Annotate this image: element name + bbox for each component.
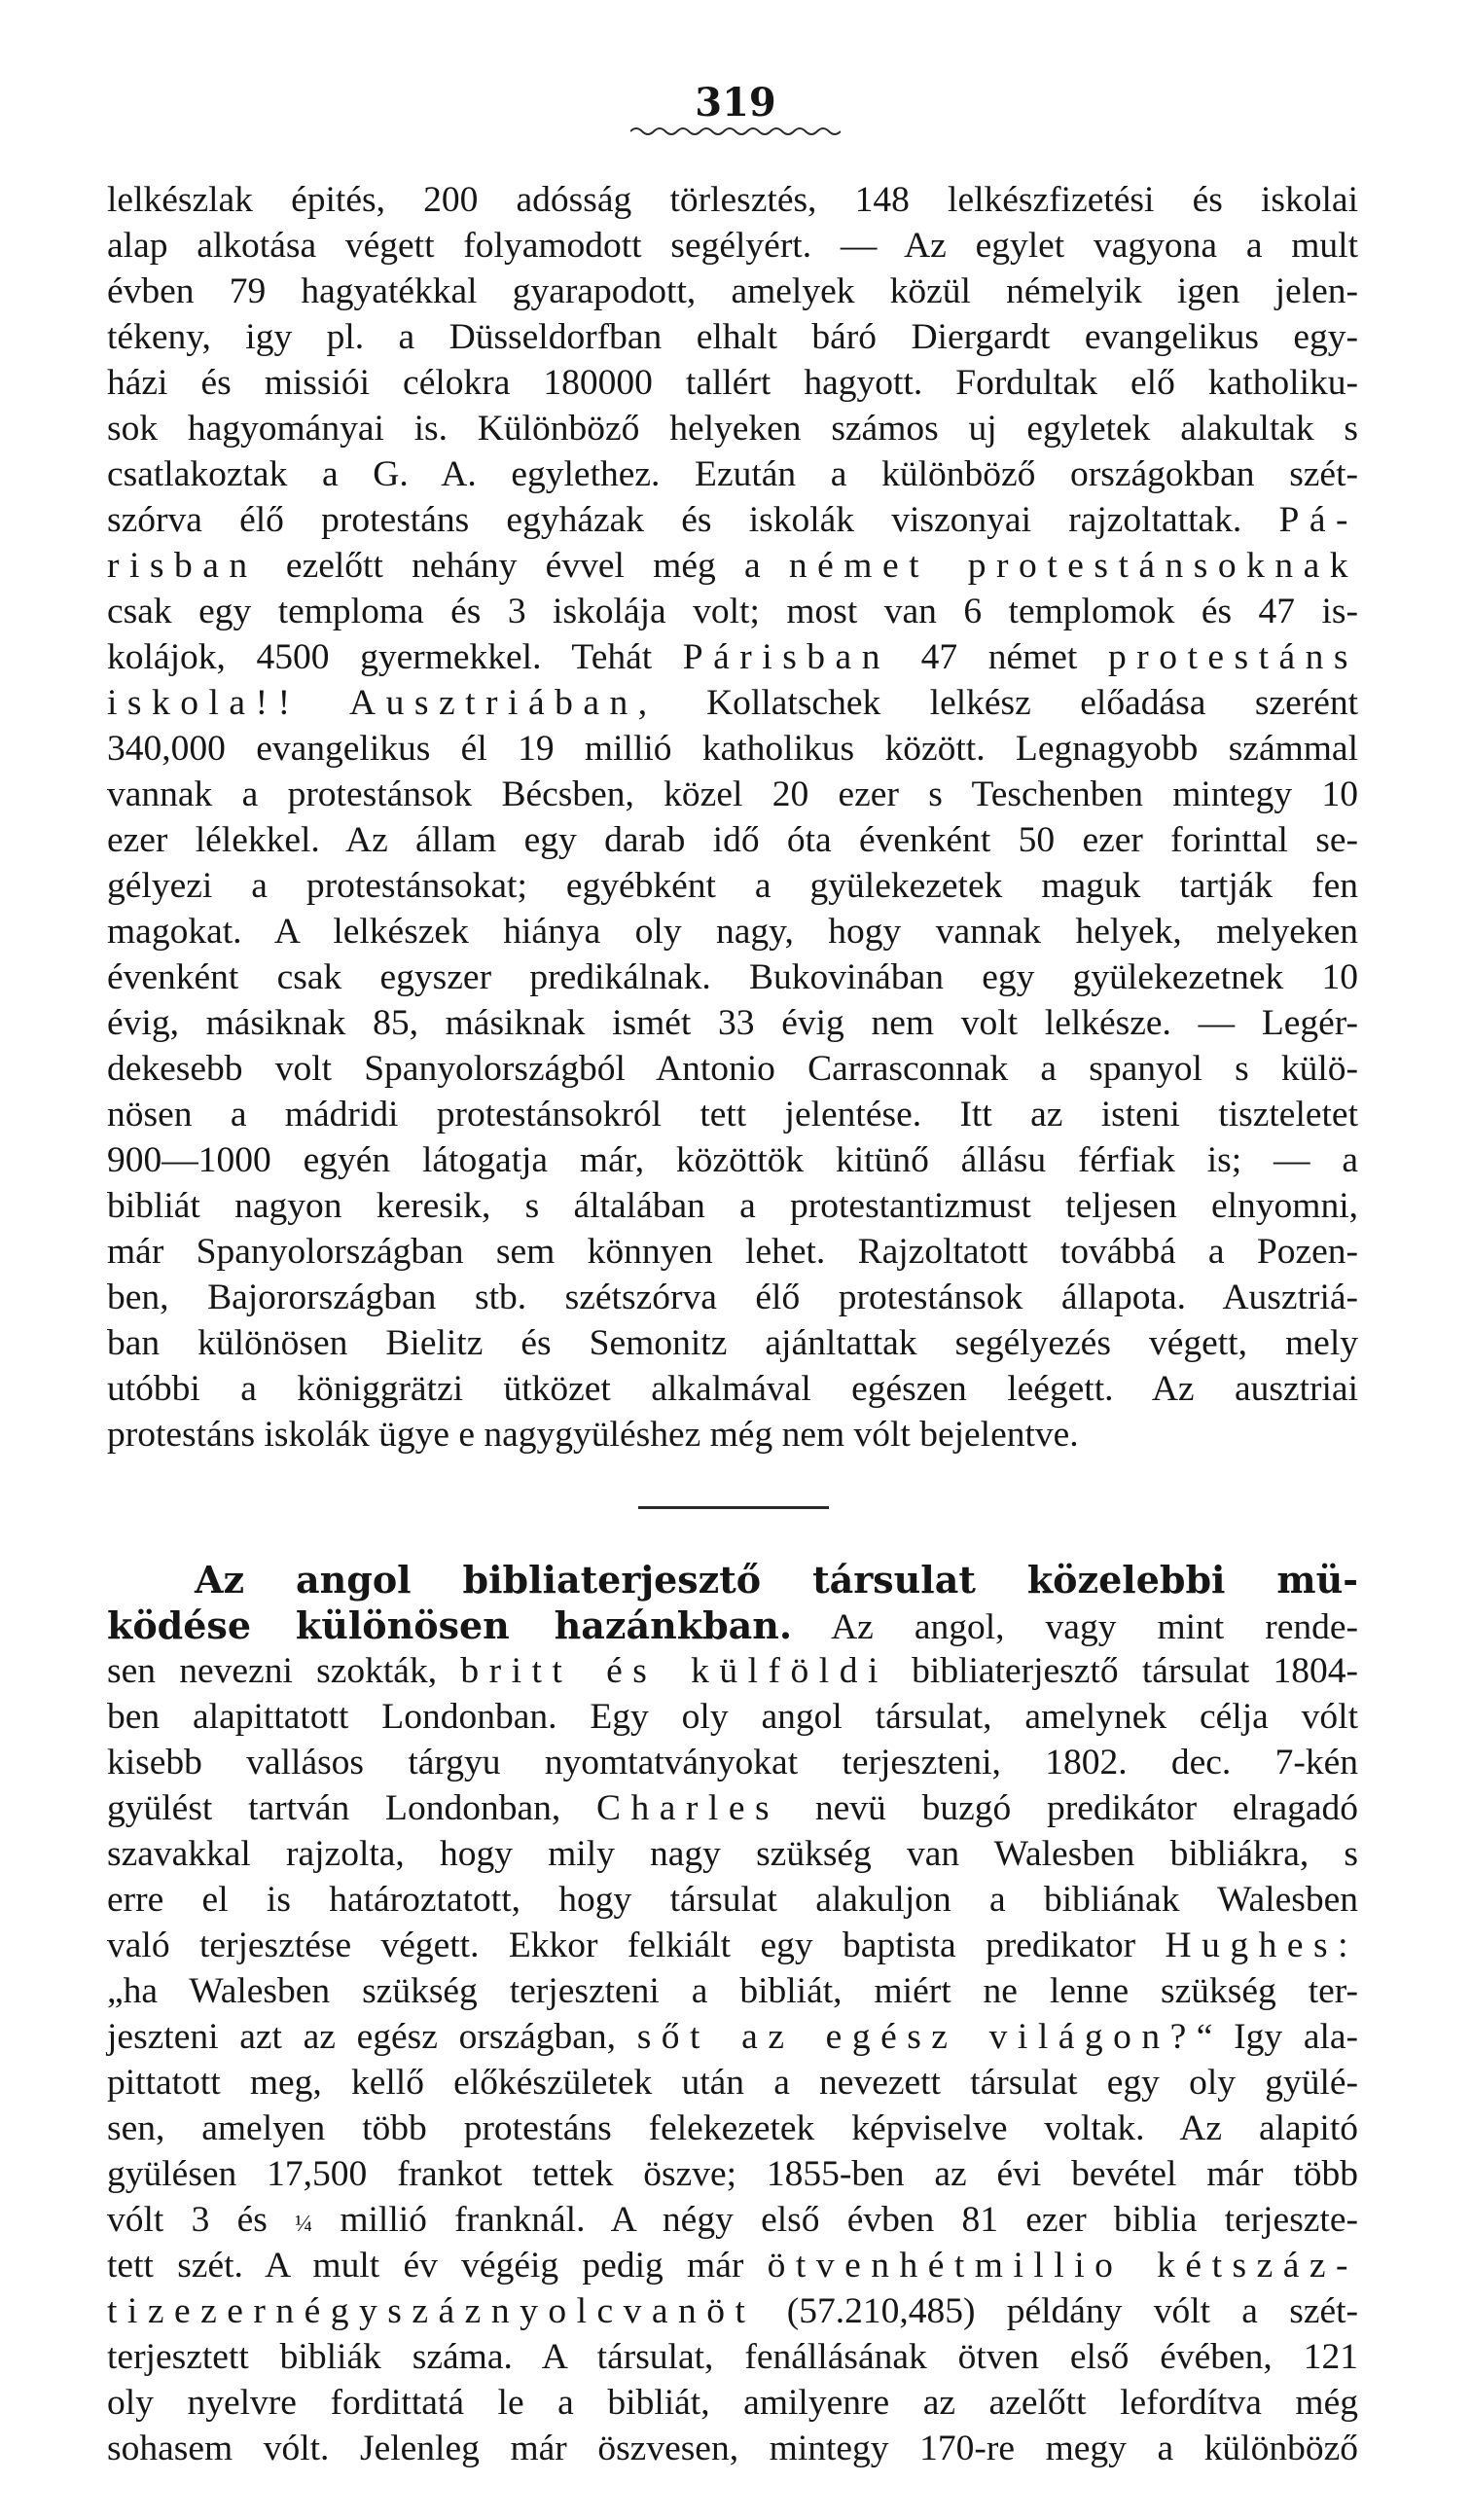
spaced-text: német protestánsoknak [788,546,1358,586]
text-line: lelkészlak épités, 200 adósság törlesztés, 148 lelkészfizetési és iskolai [107,180,1358,220]
text-line: évben 79 hagyatékkal gyarapodott, amelyek közül némelyik igen jelen- [107,271,1358,311]
text-span: “ Igy ala- [1196,2017,1359,2057]
text-line: kisebb vallásos tárgyu nyomtatványokat terjeszteni, 1802. dec. 7-kén [107,1743,1358,1782]
spaced-text: risban [107,546,258,586]
text-line: ban különösen Bielitz és Semonitz ajánltattak segélyezés végett, mely [107,1323,1358,1363]
text-line [107,543,1358,590]
text-line [107,2014,1358,2061]
text-span: 47 német [920,637,1078,677]
text-line: protestáns iskolák ügye e nagygyüléshez még nem vólt bejelentve. [107,1415,1079,1455]
text-line: ben, Bajorországban stb. szétszórva élő protestánsok állapota. Ausztriá- [107,1278,1358,1317]
text-line: erre el is határoztatott, hogy társulat alakuljon a bibliának Walesben [107,1880,1358,1920]
text-span: vólt 3 és [107,2200,268,2240]
text-span: tett szét. A mult év végéig pedig már [107,2246,744,2286]
text-span: Az angol, vagy mint rende- [831,1607,1359,1647]
text-line [107,1785,1358,1832]
text-line: évenként csak egyszer predikálnak. Bukovinában egy gyülekezetnek 10 [107,957,1358,997]
section-heading [195,1557,1358,1603]
page-number: 319 [695,80,776,126]
heading-text: Az angol bibliaterjesztő társulat közelebbi mü- [195,1558,1358,1602]
text-line: sen, amelyen több protestáns felekezetek képviselve voltak. Az alapitó [107,2108,1358,2148]
text-line: ben alapittatott Londonban. Egy oly angol társulat, amelynek célja vólt [107,1697,1358,1737]
text-line: gélyezi a protestánsokat; egyébként a gyülekezetek maguk tartják fen [107,866,1358,906]
text-span: (57.210,485) példány vólt a szét- [786,2291,1359,2331]
text-line: tékeny, igy pl. a Düsseldorfban elhalt báró Diergardt evangelikus egy- [107,317,1358,357]
text-span: való terjesztése végett. Ekkor felkiált egy baptista predikator [107,1926,1136,1965]
text-line [107,497,1358,544]
spaced-text: iskola!! [107,683,301,723]
spaced-text: sőt az egész világon? [636,2017,1197,2057]
ornamental-wave-rule [630,125,841,138]
text-line: már Spanyolországban sem könnyen lehet. Rajzoltatott továbbá a Pozen- [107,1232,1358,1272]
section-divider [638,1506,829,1509]
text-line: ezer lélekkel. Az állam egy darab idő óta évenként 50 ezer forinttal se- [107,820,1358,860]
text-line: szavakkal rajzolta, hogy mily nagy szükség van Walesben bibliákra, s [107,1834,1358,1874]
spaced-text: Párisban [682,637,890,677]
text-line: magokat. A lelkészek hiánya oly nagy, hogy vannak helyek, melyeken [107,912,1358,952]
text-line: pittatott meg, kellő előkészületek után a nevezett társulat egy oly gyülé- [107,2063,1358,2103]
spaced-text: Pá- [1278,500,1358,540]
heading-text: ködése különösen hazánkban. [107,1603,793,1647]
spaced-text: Hughes: [1165,1926,1359,1965]
text-line: „ha Walesben szükség terjeszteni a bibliát, miért ne lenne szükség ter- [107,1971,1358,2011]
text-span: sen nevezni szokták, [107,1651,438,1691]
text-line [107,2288,1358,2335]
spaced-text: britt és külföldi [460,1651,888,1691]
text-line: utóbbi a königgrätzi ütközet alkalmával egészen leégett. Az ausztriai [107,1369,1358,1409]
spaced-text: protestáns [1107,637,1359,677]
text-line [107,2197,1358,2244]
text-line: 340,000 evangelikus él 19 millió katholikus között. Legnagyobb számmal [107,729,1358,769]
text-span: bibliaterjesztő társulat 1804- [912,1651,1359,1691]
spaced-text: Ausztriában, [349,683,658,723]
text-line: vannak a protestánsok Bécsben, közel 20 ezer s Teschenben mintegy 10 [107,774,1358,814]
text-line: dekesebb volt Spanyolországból Antonio Carrasconnak a spanyol s külö- [107,1049,1358,1089]
text-span: jeszteni azt az egész országban, [107,2017,617,2057]
text-line: sok hagyományai is. Különböző helyeken számos uj egyletek alakultak s [107,409,1358,449]
spaced-text: ötvenhétmillio kétszáz- [767,2246,1359,2286]
text-span: szórva élő protestáns egyházak és iskolák viszonyai rajzoltattak. [107,500,1242,540]
text-span: nevü buzgó predikátor elragadó [814,1788,1358,1828]
text-line [107,634,1358,681]
text-line [107,1923,1358,1969]
text-line: terjesztett bibliák száma. A társulat, fenállásának ötven első évében, 121 [107,2337,1358,2377]
text-line [107,680,1358,727]
text-line [107,1648,1358,1695]
text-line: nösen a mádridi protestánsokról tett jelentése. Itt az isteni tiszteletet [107,1095,1358,1134]
text-line: 900—1000 egyén látogatja már, közöttök kitünő állásu férfiak is; — a [107,1140,1358,1180]
spaced-text: Charles [596,1788,780,1828]
text-line: csak egy temploma és 3 iskolája volt; most van 6 templomok és 47 is- [107,592,1358,631]
spaced-text: tizezernégyszáznyolcvanöt [107,2291,756,2331]
text-line: oly nyelvre fordittatá le a bibliát, amilyenre az azelőtt lefordítva még [107,2383,1358,2423]
text-span: gyülést tartván Londonban, [107,1788,561,1828]
text-span: kolájok, 4500 gyermekkel. Tehát [107,637,653,677]
text-line: sohasem vólt. Jelenleg már öszvesen, mintegy 170-re megy a különböző [107,2429,1358,2468]
text-span: Kollatschek lelkész előadása szerént [706,683,1359,723]
text-span: ezelőtt nehány évvel még a [285,546,761,586]
text-line: csatlakoztak a G. A. egylethez. Ezután a különböző országokban szét- [107,454,1358,494]
text-line: gyülésen 17,500 frankot tettek öszve; 1855-ben az évi bevétel már több [107,2154,1358,2194]
text-line [107,1602,1358,1649]
text-line: évig, másiknak 85, másiknak ismét 33 évig nem volt lelkésze. — Legér- [107,1003,1358,1043]
text-line: bibliát nagyon keresik, s általában a protestantizmust teljesen elnyomni, [107,1186,1358,1226]
text-span: millió franknál. A négy első évben 81 ezer biblia terjeszte- [340,2200,1358,2240]
text-line [107,2243,1358,2289]
text-line: házi és missiói célokra 180000 tallért hagyott. Fordultak elő katholiku- [107,363,1358,403]
text-line: alap alkotása végett folyamodott segélyért. — Az egylet vagyona a mult [107,226,1358,266]
fraction: ¼ [295,2212,313,2237]
